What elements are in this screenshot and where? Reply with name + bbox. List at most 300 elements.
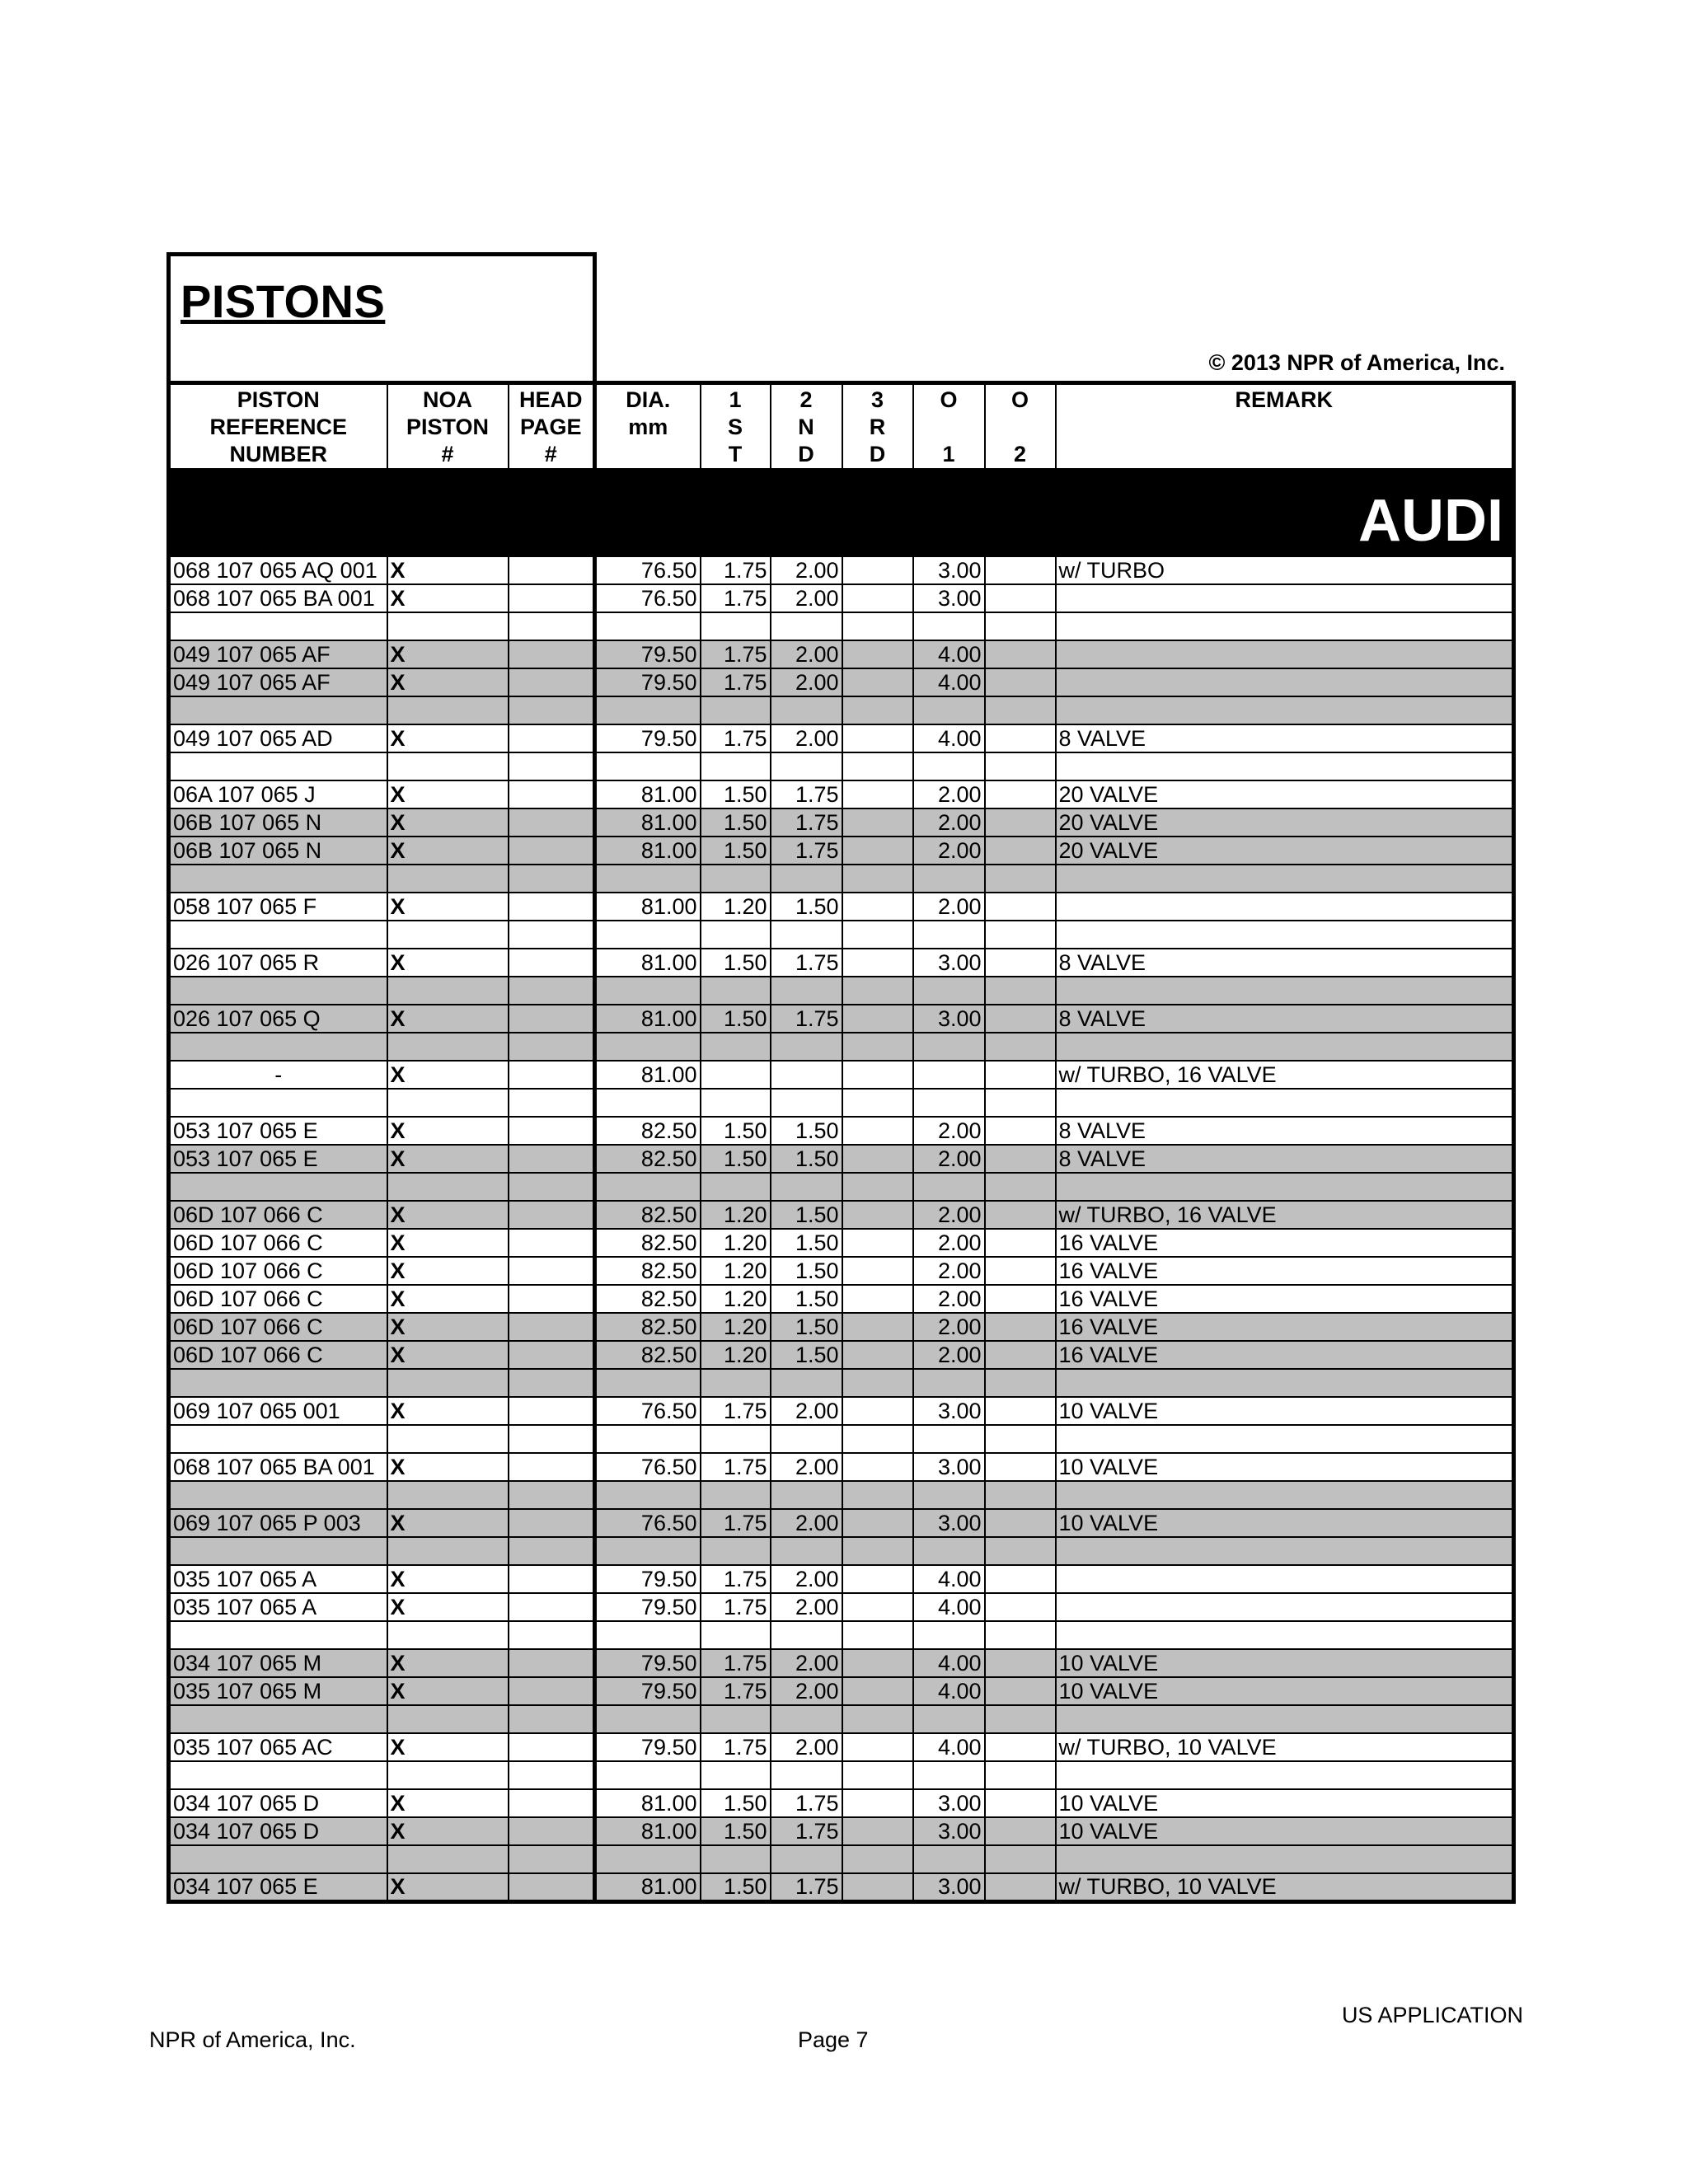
cell-o1 <box>913 1089 985 1117</box>
cell-1st: 1.75 <box>701 1509 771 1537</box>
cell-head-page <box>509 1593 595 1621</box>
cell-diameter: 81.00 <box>595 1061 701 1089</box>
cell-noa-piston <box>387 1425 509 1453</box>
cell-3rd <box>842 1061 913 1089</box>
cell-noa-piston <box>387 612 509 640</box>
col-header-diameter <box>595 383 701 470</box>
table-row <box>169 1201 1514 1229</box>
cell-noa-piston <box>387 1033 509 1061</box>
cell-3rd <box>842 1509 913 1537</box>
cell-1st <box>701 1369 771 1397</box>
cell-diameter: 82.50 <box>595 1341 701 1369</box>
cell-noa-piston: X <box>387 1509 509 1537</box>
cell-o1: 3.00 <box>913 1817 985 1845</box>
cell-remark: 16 VALVE <box>1056 1313 1514 1341</box>
cell-1st <box>701 1621 771 1649</box>
cell-reference <box>169 1033 387 1061</box>
cell-reference: 053 107 065 E <box>169 1117 387 1145</box>
cell-head-page <box>509 1341 595 1369</box>
cell-o1 <box>913 865 985 893</box>
col-header-1st <box>701 383 771 470</box>
cell-1st: 1.20 <box>701 1201 771 1229</box>
cell-head-page <box>509 1005 595 1033</box>
table-row <box>169 1397 1514 1425</box>
cell-noa-piston: X <box>387 1313 509 1341</box>
cell-3rd <box>842 1649 913 1677</box>
cell-reference <box>169 1369 387 1397</box>
header-line: 3 <box>870 387 884 412</box>
cell-1st <box>701 977 771 1005</box>
header-row <box>169 383 1514 470</box>
cell-diameter: 81.00 <box>595 1817 701 1845</box>
table-row <box>169 1873 1514 1901</box>
cell-2nd: 1.50 <box>771 1341 842 1369</box>
cell-noa-piston: X <box>387 949 509 977</box>
cell-reference <box>169 921 387 949</box>
cell-o1 <box>913 977 985 1005</box>
table-row <box>169 556 1514 584</box>
table-row <box>169 1481 1514 1509</box>
cell-o1: 3.00 <box>913 1397 985 1425</box>
cell-1st: 1.20 <box>701 1285 771 1313</box>
cell-noa-piston <box>387 865 509 893</box>
cell-remark: w/ TURBO, 10 VALVE <box>1056 1733 1514 1761</box>
cell-head-page <box>509 1173 595 1201</box>
cell-o1: 2.00 <box>913 1285 985 1313</box>
cell-2nd <box>771 1033 842 1061</box>
table-row <box>169 1733 1514 1761</box>
cell-noa-piston <box>387 696 509 724</box>
table-row <box>169 1341 1514 1369</box>
col-header-remark <box>1056 383 1514 470</box>
cell-reference <box>169 1705 387 1733</box>
cell-diameter: 82.50 <box>595 1313 701 1341</box>
cell-diameter <box>595 1845 701 1873</box>
cell-remark: 20 VALVE <box>1056 780 1514 808</box>
cell-o1 <box>913 1481 985 1509</box>
cell-reference: 069 107 065 P 003 <box>169 1509 387 1537</box>
cell-head-page <box>509 1761 595 1789</box>
cell-1st: 1.20 <box>701 1341 771 1369</box>
cell-2nd: 2.00 <box>771 1397 842 1425</box>
cell-diameter: 82.50 <box>595 1257 701 1285</box>
page-title: PISTONS <box>181 275 386 327</box>
cell-2nd <box>771 1173 842 1201</box>
table-row <box>169 612 1514 640</box>
cell-3rd <box>842 808 913 837</box>
cell-2nd: 1.75 <box>771 1817 842 1845</box>
title-box <box>166 252 597 381</box>
table-row <box>169 921 1514 949</box>
cell-1st: 1.20 <box>701 1313 771 1341</box>
cell-o1: 4.00 <box>913 1593 985 1621</box>
cell-1st: 1.20 <box>701 893 771 921</box>
cell-2nd: 2.00 <box>771 1565 842 1593</box>
cell-diameter: 76.50 <box>595 1453 701 1481</box>
cell-noa-piston <box>387 1761 509 1789</box>
cell-2nd <box>771 1369 842 1397</box>
table-row <box>169 668 1514 696</box>
header-line: 2 <box>1013 442 1027 466</box>
col-header-noa-piston <box>387 383 509 470</box>
table-row <box>169 1313 1514 1341</box>
cell-head-page <box>509 1089 595 1117</box>
cell-noa-piston: X <box>387 1677 509 1705</box>
cell-o2 <box>985 1733 1056 1761</box>
table-row <box>169 1257 1514 1285</box>
table-row <box>169 977 1514 1005</box>
cell-1st <box>701 1425 771 1453</box>
cell-1st: 1.75 <box>701 668 771 696</box>
cell-head-page <box>509 1145 595 1173</box>
cell-reference <box>169 1425 387 1453</box>
table-row <box>169 1705 1514 1733</box>
cell-diameter <box>595 977 701 1005</box>
cell-head-page <box>509 724 595 752</box>
cell-1st: 1.50 <box>701 780 771 808</box>
cell-noa-piston: X <box>387 1873 509 1901</box>
cell-remark <box>1056 1033 1514 1061</box>
header-line: 1 <box>729 387 742 412</box>
cell-o2 <box>985 1173 1056 1201</box>
cell-noa-piston: X <box>387 1593 509 1621</box>
cell-1st <box>701 1845 771 1873</box>
cell-diameter <box>595 612 701 640</box>
cell-diameter <box>595 865 701 893</box>
cell-1st <box>701 1705 771 1733</box>
cell-noa-piston: X <box>387 837 509 865</box>
cell-noa-piston <box>387 1173 509 1201</box>
cell-diameter <box>595 1621 701 1649</box>
cell-o1: 3.00 <box>913 949 985 977</box>
cell-o2 <box>985 696 1056 724</box>
footer-application: US APPLICATION <box>1341 2003 1523 2027</box>
cell-remark <box>1056 1481 1514 1509</box>
cell-remark: 8 VALVE <box>1056 1117 1514 1145</box>
cell-3rd <box>842 1257 913 1285</box>
cell-noa-piston: X <box>387 1341 509 1369</box>
cell-noa-piston: X <box>387 808 509 837</box>
cell-1st <box>701 752 771 780</box>
cell-3rd <box>842 1593 913 1621</box>
cell-3rd <box>842 977 913 1005</box>
cell-remark <box>1056 977 1514 1005</box>
cell-3rd <box>842 640 913 668</box>
cell-noa-piston: X <box>387 640 509 668</box>
cell-remark: 10 VALVE <box>1056 1817 1514 1845</box>
pistons-table <box>166 381 1516 1904</box>
cell-2nd: 1.75 <box>771 1789 842 1817</box>
cell-o2 <box>985 752 1056 780</box>
cell-noa-piston: X <box>387 584 509 612</box>
cell-2nd: 1.75 <box>771 1005 842 1033</box>
cell-o1: 3.00 <box>913 1789 985 1817</box>
cell-1st <box>701 865 771 893</box>
cell-reference: 069 107 065 001 <box>169 1397 387 1425</box>
cell-o1: 3.00 <box>913 556 985 584</box>
cell-2nd: 1.75 <box>771 949 842 977</box>
cell-o2 <box>985 1761 1056 1789</box>
cell-reference: 049 107 065 AF <box>169 668 387 696</box>
cell-o2 <box>985 584 1056 612</box>
cell-1st: 1.50 <box>701 1789 771 1817</box>
cell-remark <box>1056 1705 1514 1733</box>
cell-3rd <box>842 612 913 640</box>
table-row <box>169 865 1514 893</box>
cell-2nd: 2.00 <box>771 556 842 584</box>
cell-diameter <box>595 1369 701 1397</box>
cell-3rd <box>842 1453 913 1481</box>
cell-o2 <box>985 808 1056 837</box>
table-row <box>169 1425 1514 1453</box>
cell-1st: 1.50 <box>701 1117 771 1145</box>
cell-3rd <box>842 1397 913 1425</box>
cell-o1: 4.00 <box>913 668 985 696</box>
cell-2nd: 1.50 <box>771 1117 842 1145</box>
table-row <box>169 1761 1514 1789</box>
cell-head-page <box>509 752 595 780</box>
cell-diameter: 79.50 <box>595 1593 701 1621</box>
cell-2nd: 1.50 <box>771 1257 842 1285</box>
cell-noa-piston: X <box>387 1201 509 1229</box>
cell-1st: 1.75 <box>701 584 771 612</box>
copyright-notice: © 2013 NPR of America, Inc. <box>1208 350 1505 375</box>
cell-noa-piston: X <box>387 893 509 921</box>
header-line: D <box>798 442 814 466</box>
cell-1st: 1.75 <box>701 1649 771 1677</box>
cell-3rd <box>842 1005 913 1033</box>
cell-remark: 8 VALVE <box>1056 1005 1514 1033</box>
cell-diameter: 79.50 <box>595 1733 701 1761</box>
cell-head-page <box>509 1033 595 1061</box>
cell-3rd <box>842 1425 913 1453</box>
cell-diameter <box>595 1425 701 1453</box>
cell-o1: 3.00 <box>913 1005 985 1033</box>
cell-reference: 06B 107 065 N <box>169 837 387 865</box>
cell-1st <box>701 1761 771 1789</box>
header-line: NUMBER <box>229 442 327 466</box>
cell-head-page <box>509 556 595 584</box>
header-line: PISTON <box>237 387 320 412</box>
cell-o1 <box>913 1369 985 1397</box>
cell-2nd: 1.50 <box>771 893 842 921</box>
cell-noa-piston <box>387 977 509 1005</box>
cell-diameter <box>595 1033 701 1061</box>
cell-3rd <box>842 1369 913 1397</box>
cell-remark <box>1056 584 1514 612</box>
cell-reference: 06D 107 066 C <box>169 1257 387 1285</box>
header-line: 2 <box>799 387 813 412</box>
table-row <box>169 1537 1514 1565</box>
cell-diameter: 81.00 <box>595 837 701 865</box>
cell-o1: 2.00 <box>913 1229 985 1257</box>
cell-o2 <box>985 1145 1056 1173</box>
cell-reference: 034 107 065 D <box>169 1817 387 1845</box>
cell-reference: 068 107 065 AQ 001 <box>169 556 387 584</box>
cell-o2 <box>985 1649 1056 1677</box>
cell-diameter <box>595 1537 701 1565</box>
table-row <box>169 893 1514 921</box>
cell-reference <box>169 1537 387 1565</box>
cell-diameter: 79.50 <box>595 668 701 696</box>
cell-3rd <box>842 1117 913 1145</box>
cell-noa-piston: X <box>387 724 509 752</box>
cell-o1: 2.00 <box>913 1145 985 1173</box>
cell-2nd <box>771 752 842 780</box>
cell-o2 <box>985 977 1056 1005</box>
table-row <box>169 780 1514 808</box>
table-header <box>169 383 1514 470</box>
cell-reference: 058 107 065 F <box>169 893 387 921</box>
cell-o1: 2.00 <box>913 1341 985 1369</box>
cell-head-page <box>509 893 595 921</box>
cell-1st <box>701 1089 771 1117</box>
cell-2nd <box>771 1061 842 1089</box>
cell-remark <box>1056 1173 1514 1201</box>
table-row <box>169 1145 1514 1173</box>
cell-diameter: 79.50 <box>595 1649 701 1677</box>
cell-3rd <box>842 1089 913 1117</box>
table-row <box>169 724 1514 752</box>
brand-row <box>169 469 1514 556</box>
cell-head-page <box>509 1621 595 1649</box>
cell-diameter <box>595 1761 701 1789</box>
cell-o2 <box>985 1313 1056 1341</box>
cell-o1: 2.00 <box>913 1201 985 1229</box>
cell-3rd <box>842 1733 913 1761</box>
cell-o2 <box>985 1061 1056 1089</box>
cell-remark <box>1056 752 1514 780</box>
header-line: mm <box>628 415 668 439</box>
header-line: D <box>869 442 886 466</box>
cell-1st: 1.75 <box>701 1397 771 1425</box>
cell-2nd <box>771 1845 842 1873</box>
header-line: # <box>441 442 454 466</box>
cell-o2 <box>985 1117 1056 1145</box>
pistons-sheet <box>166 252 1512 1904</box>
cell-head-page <box>509 808 595 837</box>
cell-o2 <box>985 1425 1056 1453</box>
cell-o1 <box>913 752 985 780</box>
cell-remark: 10 VALVE <box>1056 1453 1514 1481</box>
cell-2nd <box>771 1621 842 1649</box>
table-row <box>169 696 1514 724</box>
cell-head-page <box>509 977 595 1005</box>
cell-diameter: 81.00 <box>595 1005 701 1033</box>
cell-o2 <box>985 1453 1056 1481</box>
cell-reference: 034 107 065 E <box>169 1873 387 1901</box>
cell-3rd <box>842 1677 913 1705</box>
cell-2nd <box>771 977 842 1005</box>
cell-o2 <box>985 1845 1056 1873</box>
cell-remark: 8 VALVE <box>1056 949 1514 977</box>
cell-3rd <box>842 949 913 977</box>
cell-1st: 1.20 <box>701 1229 771 1257</box>
cell-3rd <box>842 1621 913 1649</box>
cell-remark: 16 VALVE <box>1056 1341 1514 1369</box>
cell-reference: 035 107 065 A <box>169 1593 387 1621</box>
cell-3rd <box>842 724 913 752</box>
cell-head-page <box>509 1313 595 1341</box>
cell-noa-piston: X <box>387 1257 509 1285</box>
cell-reference: 035 107 065 A <box>169 1565 387 1593</box>
cell-1st: 1.75 <box>701 1677 771 1705</box>
cell-2nd <box>771 921 842 949</box>
table-row <box>169 1453 1514 1481</box>
cell-o1: 4.00 <box>913 1733 985 1761</box>
cell-3rd <box>842 1285 913 1313</box>
cell-o1 <box>913 1705 985 1733</box>
cell-diameter: 82.50 <box>595 1285 701 1313</box>
cell-1st <box>701 1033 771 1061</box>
cell-remark: 20 VALVE <box>1056 808 1514 837</box>
cell-1st: 1.50 <box>701 1005 771 1033</box>
cell-3rd <box>842 1845 913 1873</box>
cell-1st: 1.50 <box>701 837 771 865</box>
cell-diameter <box>595 1705 701 1733</box>
cell-remark: 8 VALVE <box>1056 1145 1514 1173</box>
cell-o1 <box>913 1537 985 1565</box>
cell-diameter <box>595 752 701 780</box>
cell-reference <box>169 865 387 893</box>
cell-reference: 06D 107 066 C <box>169 1285 387 1313</box>
cell-2nd <box>771 612 842 640</box>
cell-remark <box>1056 612 1514 640</box>
cell-o1: 2.00 <box>913 780 985 808</box>
cell-head-page <box>509 1369 595 1397</box>
cell-noa-piston: X <box>387 1565 509 1593</box>
cell-3rd <box>842 1789 913 1817</box>
cell-3rd <box>842 1481 913 1509</box>
cell-o1 <box>913 921 985 949</box>
cell-head-page <box>509 612 595 640</box>
cell-o1: 4.00 <box>913 1677 985 1705</box>
cell-o2 <box>985 1705 1056 1733</box>
cell-reference: 06A 107 065 J <box>169 780 387 808</box>
col-header-o1 <box>913 383 985 470</box>
cell-3rd <box>842 556 913 584</box>
cell-noa-piston: X <box>387 1061 509 1089</box>
cell-head-page <box>509 640 595 668</box>
cell-2nd <box>771 1537 842 1565</box>
cell-noa-piston <box>387 1369 509 1397</box>
cell-reference <box>169 1173 387 1201</box>
cell-noa-piston: X <box>387 1397 509 1425</box>
cell-o2 <box>985 893 1056 921</box>
table-row <box>169 808 1514 837</box>
cell-1st: 1.20 <box>701 1257 771 1285</box>
table-row <box>169 1817 1514 1845</box>
cell-noa-piston <box>387 1621 509 1649</box>
cell-2nd: 2.00 <box>771 640 842 668</box>
table-row <box>169 1061 1514 1089</box>
cell-reference: 06D 107 066 C <box>169 1313 387 1341</box>
cell-2nd: 2.00 <box>771 1677 842 1705</box>
cell-remark: 16 VALVE <box>1056 1229 1514 1257</box>
cell-head-page <box>509 584 595 612</box>
cell-2nd <box>771 1481 842 1509</box>
table-row <box>169 1677 1514 1705</box>
cell-o2 <box>985 1677 1056 1705</box>
cell-1st: 1.75 <box>701 556 771 584</box>
cell-2nd <box>771 1089 842 1117</box>
cell-o2 <box>985 724 1056 752</box>
cell-3rd <box>842 865 913 893</box>
cell-2nd <box>771 1425 842 1453</box>
cell-o1: 3.00 <box>913 1873 985 1901</box>
table-row <box>169 949 1514 977</box>
cell-diameter: 81.00 <box>595 893 701 921</box>
